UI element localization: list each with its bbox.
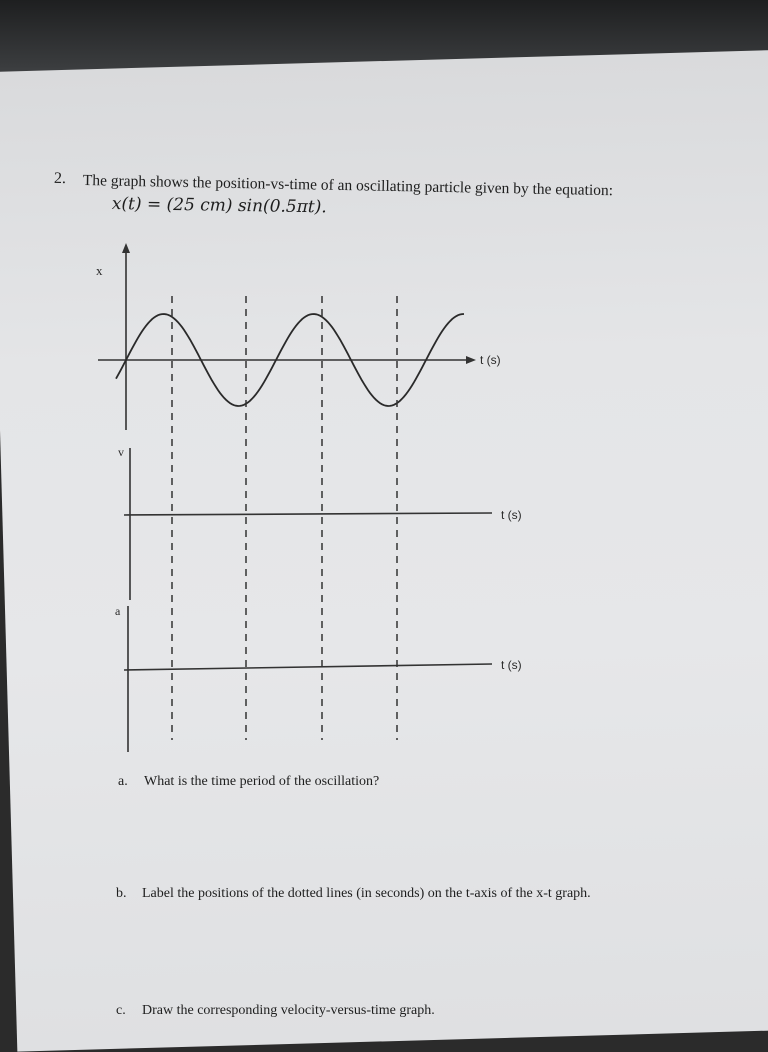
v-axis-label: v bbox=[118, 445, 124, 459]
subquestion-a bbox=[118, 774, 379, 790]
a-axis-label: a bbox=[115, 604, 121, 618]
subquestion-b-text: Label the positions of the dotted lines (in seconds) on the t-axis of the x-t graph. bbox=[142, 886, 591, 901]
t-axis-vt bbox=[124, 513, 492, 515]
x-axis-arrow-icon bbox=[122, 243, 130, 253]
t-axis-at bbox=[124, 664, 492, 670]
x-axis-label: x bbox=[96, 263, 103, 278]
xt-graph bbox=[98, 243, 476, 430]
question-text: The graph shows the position-vs-time of an oscillating particle given by the equation: bbox=[82, 172, 614, 200]
t-axis-arrow-icon bbox=[466, 356, 476, 364]
subquestion-a-text: What is the time period of the oscillation? bbox=[144, 774, 380, 789]
t-label-at: t (s) bbox=[501, 658, 522, 672]
subquestion-c-letter: c. bbox=[116, 1003, 126, 1018]
vt-graph bbox=[124, 448, 492, 600]
t-label-xt: t (s) bbox=[480, 353, 501, 367]
subquestion-a-letter: a. bbox=[118, 774, 128, 789]
subquestion-c-text: Draw the corresponding velocity-versus-time graph. bbox=[142, 1003, 435, 1018]
t-label-vt: t (s) bbox=[501, 508, 522, 522]
question-equation: x(t) = (25 cm) sin(0.5πt). bbox=[111, 194, 327, 218]
dotted-lines bbox=[172, 296, 397, 740]
question-number: 2. bbox=[53, 169, 67, 188]
subquestion-b-letter: b. bbox=[116, 886, 127, 901]
at-graph bbox=[124, 606, 492, 752]
subquestion-b bbox=[116, 886, 591, 902]
subquestion-c bbox=[116, 1003, 435, 1019]
